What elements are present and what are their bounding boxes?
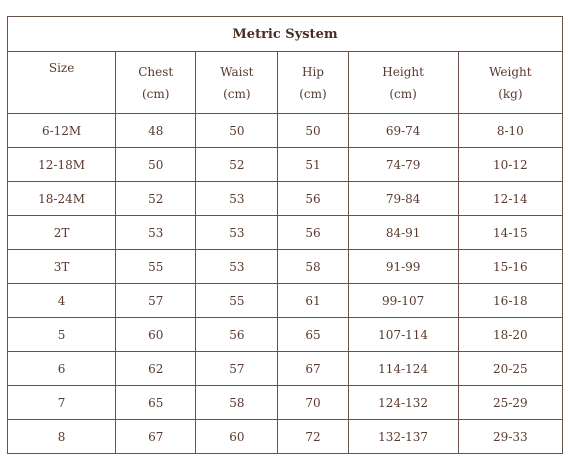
cell-size: 3T: [8, 250, 116, 284]
cell-height: 107-114: [348, 318, 458, 352]
cell-waist: 58: [196, 386, 278, 420]
header-unit: (cm): [223, 86, 251, 101]
cell-hip: 61: [278, 284, 348, 318]
cell-weight: 10-12: [458, 148, 562, 182]
cell-height: 84-91: [348, 216, 458, 250]
cell-chest: 55: [116, 250, 196, 284]
cell-chest: 57: [116, 284, 196, 318]
cell-height: 91-99: [348, 250, 458, 284]
cell-waist: 50: [196, 114, 278, 148]
cell-weight: 20-25: [458, 352, 562, 386]
cell-size: 7: [8, 386, 116, 420]
header-unit: (cm): [389, 86, 417, 101]
cell-waist: 53: [196, 250, 278, 284]
cell-size: 4: [8, 284, 116, 318]
cell-height: 69-74: [348, 114, 458, 148]
cell-chest: 53: [116, 216, 196, 250]
cell-size: 8: [8, 420, 116, 454]
cell-hip: 56: [278, 216, 348, 250]
cell-height: 74-79: [348, 148, 458, 182]
cell-chest: 50: [116, 148, 196, 182]
cell-weight: 12-14: [458, 182, 562, 216]
table-row: [8, 352, 563, 386]
table-row: [8, 284, 563, 318]
cell-hip: 67: [278, 352, 348, 386]
cell-height: 79-84: [348, 182, 458, 216]
cell-waist: 52: [196, 148, 278, 182]
header-label: Chest: [138, 64, 174, 79]
cell-height: 114-124: [348, 352, 458, 386]
header-waist: [196, 52, 278, 114]
cell-weight: 8-10: [458, 114, 562, 148]
cell-weight: 16-18: [458, 284, 562, 318]
cell-chest: 60: [116, 318, 196, 352]
cell-chest: 67: [116, 420, 196, 454]
cell-chest: 62: [116, 352, 196, 386]
table-row: [8, 420, 563, 454]
table-row: [8, 182, 563, 216]
cell-weight: 15-16: [458, 250, 562, 284]
cell-weight: 18-20: [458, 318, 562, 352]
cell-height: 124-132: [348, 386, 458, 420]
table-row: [8, 386, 563, 420]
table-row: [8, 216, 563, 250]
cell-size: 5: [8, 318, 116, 352]
table-row: [8, 148, 563, 182]
table-row: [8, 318, 563, 352]
cell-waist: 60: [196, 420, 278, 454]
cell-chest: 48: [116, 114, 196, 148]
cell-hip: 56: [278, 182, 348, 216]
cell-weight: 25-29: [458, 386, 562, 420]
cell-height: 132-137: [348, 420, 458, 454]
table-title-row: [8, 17, 563, 52]
cell-hip: 70: [278, 386, 348, 420]
cell-weight: 14-15: [458, 216, 562, 250]
cell-waist: 53: [196, 216, 278, 250]
table-header-row: [8, 52, 563, 114]
header-unit: (kg): [498, 86, 523, 101]
header-label: Waist: [220, 64, 254, 79]
cell-waist: 53: [196, 182, 278, 216]
header-weight: [458, 52, 562, 114]
cell-height: 99-107: [348, 284, 458, 318]
cell-hip: 65: [278, 318, 348, 352]
cell-hip: 58: [278, 250, 348, 284]
header-label: Size: [48, 61, 75, 75]
cell-waist: 56: [196, 318, 278, 352]
header-size: [8, 52, 116, 114]
cell-size: 18-24M: [8, 182, 116, 216]
header-label: Height: [382, 64, 424, 79]
cell-size: 12-18M: [8, 148, 116, 182]
table-row: [8, 250, 563, 284]
header-unit: (cm): [299, 86, 327, 101]
cell-chest: 65: [116, 386, 196, 420]
table-title: Metric System: [8, 17, 563, 52]
table-body: [8, 114, 563, 454]
cell-weight: 29-33: [458, 420, 562, 454]
cell-size: 6: [8, 352, 116, 386]
header-chest: [116, 52, 196, 114]
cell-size: 6-12M: [8, 114, 116, 148]
cell-waist: 57: [196, 352, 278, 386]
cell-waist: 55: [196, 284, 278, 318]
header-label: Weight: [489, 64, 532, 79]
header-label: Hip: [301, 64, 324, 79]
cell-hip: 51: [278, 148, 348, 182]
table-row: [8, 114, 563, 148]
cell-size: 2T: [8, 216, 116, 250]
cell-hip: 50: [278, 114, 348, 148]
header-unit: (cm): [142, 86, 170, 101]
header-height: [348, 52, 458, 114]
metric-size-table: [7, 16, 563, 454]
cell-chest: 52: [116, 182, 196, 216]
cell-hip: 72: [278, 420, 348, 454]
header-hip: [278, 52, 348, 114]
